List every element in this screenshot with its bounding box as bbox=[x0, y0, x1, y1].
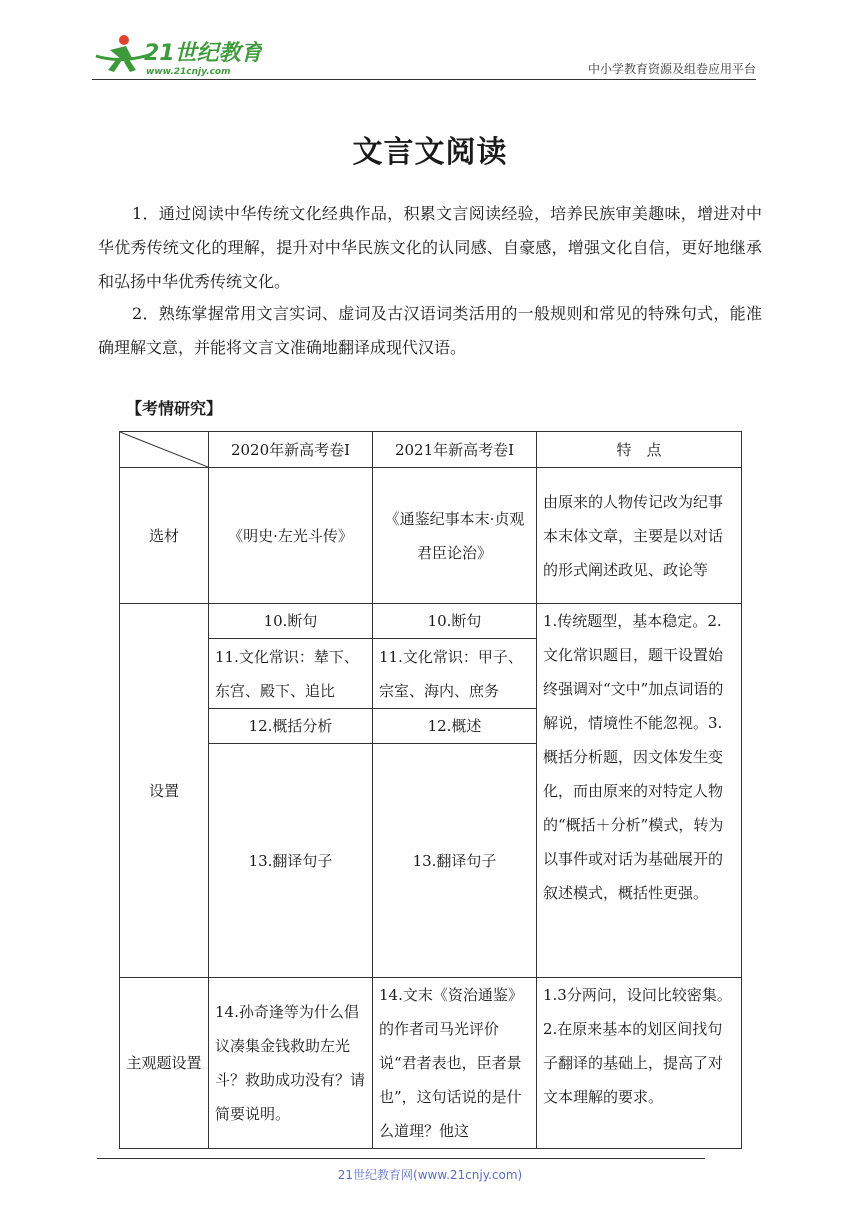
logo bbox=[92, 30, 262, 78]
table-row-xuancai bbox=[120, 468, 742, 604]
cell-shezhi-feature: 1.传统题型，基本稳定。2.文化常识题目，题干设置始终强调对“文中”加点词语的解说，情境性不能忽视。3.概括分析题，因文体发生变化，而由原来的对特定人物的“概括＋分析”模式，转为以事件或对话为基础展开的叙述模式，概括性更强。 bbox=[537, 604, 742, 978]
exam-analysis-table bbox=[119, 431, 742, 1149]
header-diagonal-cell bbox=[120, 432, 209, 468]
footer-text: 21世纪教育网(www.21cnjy.com) bbox=[337, 1168, 523, 1182]
cell-shezhi-2021-3: 12.概述 bbox=[373, 709, 537, 744]
page-title: 文言文阅读 bbox=[352, 135, 508, 170]
cell-zhuguan-2021: 14.文末《资治通鉴》的作者司马光评价说“君者表也，臣者景也”，这句话说的是什么道理？他这 bbox=[373, 978, 537, 1149]
header-feature: 特 点 bbox=[537, 432, 742, 468]
table-header-row bbox=[120, 432, 742, 468]
row-label-xuancai: 选材 bbox=[120, 468, 209, 604]
cell-shezhi-2020-2: 11.文化常识：辇下、东宫、殿下、追比 bbox=[209, 639, 373, 709]
paragraph-2: 2．熟练掌握常用文言实词、虚词及古汉语词类活用的一般规则和常见的特殊句式，能准确理解文意，并能将文言文准确地翻译成现代汉语。 bbox=[98, 304, 762, 357]
logo-runner-icon bbox=[92, 30, 262, 78]
table-row-zhuguan bbox=[120, 978, 742, 1149]
cell-shezhi-2020-1: 10.断句 bbox=[209, 604, 373, 639]
cell-shezhi-2021-1: 10.断句 bbox=[373, 604, 537, 639]
cell-shezhi-2020-4: 13.翻译句子 bbox=[209, 744, 373, 978]
svg-text:www.21cnjy.com: www.21cnjy.com bbox=[146, 67, 231, 77]
table-row-shezhi-1 bbox=[120, 604, 742, 639]
cell-zhuguan-feature: 1.3分两问，设问比较密集。2.在原来基本的划区间找句子翻译的基础上，提高了对文本理解的要求。 bbox=[537, 978, 742, 1149]
cell-zhuguan-2020: 14.孙奇逢等为什么倡议凑集金钱救助左光斗？救助成功没有？请简要说明。 bbox=[209, 978, 373, 1149]
paragraph-1: 1．通过阅读中华传统文化经典作品，积累文言阅读经验，培养民族审美趣味，增进对中华优秀传统文化的理解，提升对中华民族文化的认同感、自豪感，增强文化自信，更好地继承和弘扬中华优秀传统文化。 bbox=[98, 204, 762, 291]
row-label-shezhi: 设置 bbox=[120, 604, 209, 978]
row-label-zhuguan: 主观题设置 bbox=[120, 978, 209, 1149]
cell-shezhi-2021-4: 13.翻译句子 bbox=[373, 744, 537, 978]
cell-shezhi-2020-3: 12.概括分析 bbox=[209, 709, 373, 744]
header-2021: 2021年新高考卷Ⅰ bbox=[373, 432, 537, 468]
cell-xuancai-2020: 《明史·左光斗传》 bbox=[209, 468, 373, 604]
cell-shezhi-2021-2: 11.文化常识：甲子、宗室、海内、庶务 bbox=[373, 639, 537, 709]
header-tagline: 中小学教育资源及组卷应用平台 bbox=[587, 62, 756, 76]
cell-xuancai-2021: 《通鉴纪事本末·贞观君臣论治》 bbox=[373, 468, 537, 604]
header-divider bbox=[92, 79, 756, 80]
svg-text:21世纪教育: 21世纪教育 bbox=[144, 41, 262, 66]
cell-xuancai-feature: 由原来的人物传记改为纪事本末体文章，主要是以对话的形式阐述政见、政论等 bbox=[537, 468, 742, 604]
footer-divider bbox=[97, 1158, 705, 1159]
header-2020: 2020年新高考卷Ⅰ bbox=[209, 432, 373, 468]
section-label: 【考情研究】 bbox=[126, 399, 223, 418]
